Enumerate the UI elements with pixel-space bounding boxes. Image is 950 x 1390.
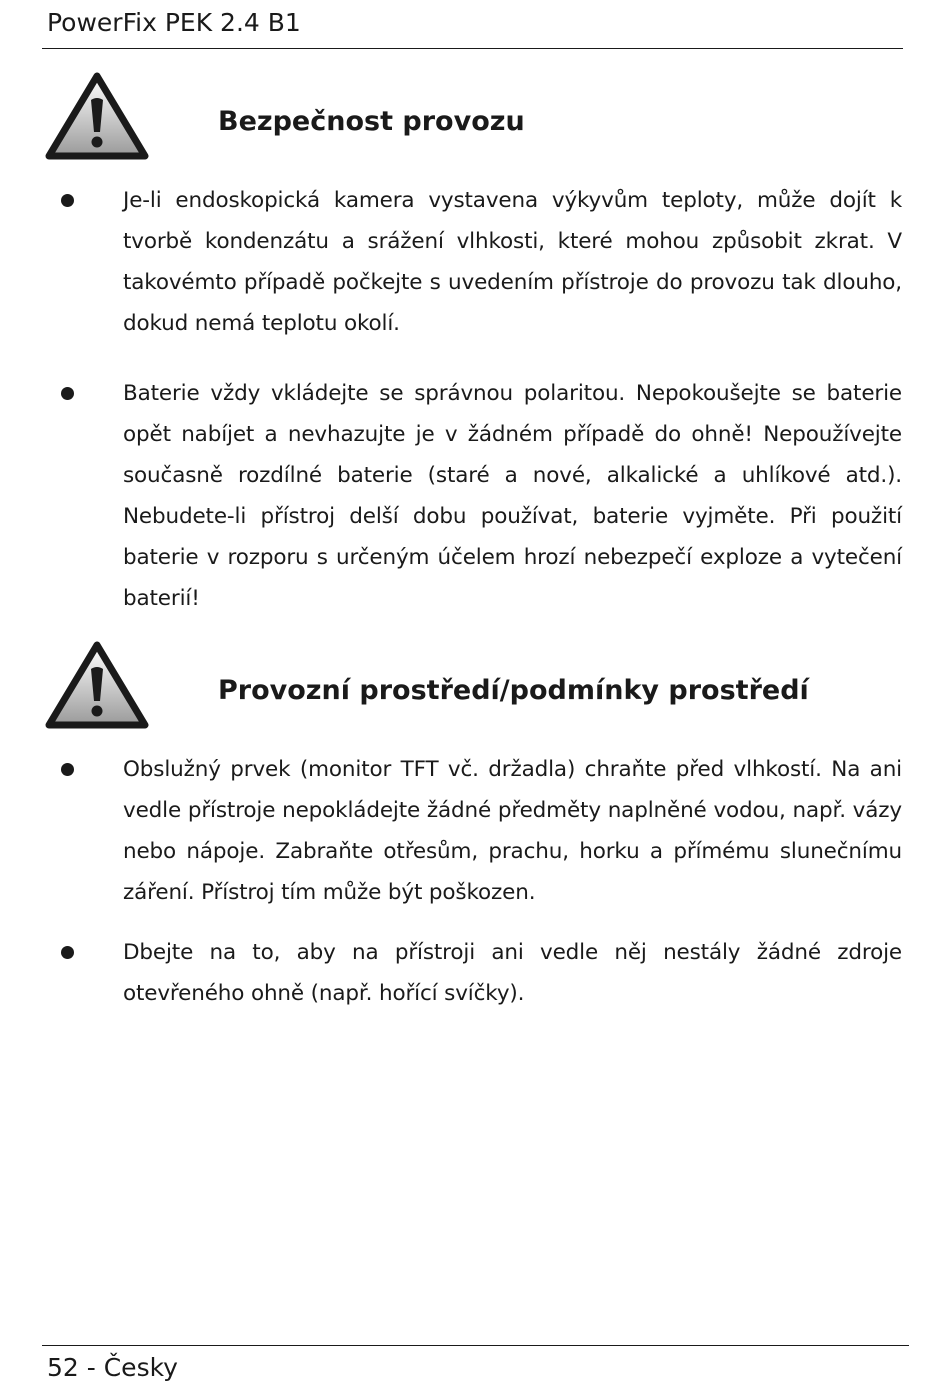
list-item [50,373,902,619]
warning-triangle-icon [45,641,149,729]
warning-triangle-icon [45,72,149,160]
page-number: 52 - Česky [47,1353,178,1382]
header-divider [42,48,903,49]
document-title: PowerFix PEK 2.4 B1 [47,8,301,37]
bullet-text: Je-li endoskopická kamera vystavena výkyvům teploty, může dojít k tvorbě kondenzátu a srážení vlhkosti, které mohou způsobit zkrat. V takovémto případě počkejte s uvedením přístroje do provozu tak dlouho, dokud nemá teplotu okolí. [123,188,902,336]
list-item [50,932,902,1014]
bullet-text: Obslužný prvek (monitor TFT vč. držadla) chraňte před vlhkostí. Na ani vedle přístroje nepokládejte žádné předměty naplněné vodou, např. vázy nebo nápoje. Zabraňte otřesům, prachu, horku a přímému slunečnímu záření. Přístroj tím může být poškozen. [123,757,902,905]
bullet-text: Baterie vždy vkládejte se správnou polaritou. Nepokoušejte se baterie opět nabíjet a nevhazujte je v žádném případě do ohně! Nepoužívejte současně rozdílné baterie (staré a nové, alkalické a uhlíkové atd.). Nebudete-li přístroj delší dobu používat, baterie vyjměte. Při použití baterie v rozporu s určeným účelem hrozí nebezpečí exploze a vytečení baterií! [123,381,902,611]
bullet-icon [61,387,74,400]
bullet-icon [61,763,74,776]
bullet-icon [61,946,74,959]
list-item [50,180,902,344]
bullet-icon [61,194,74,207]
footer-divider [42,1345,909,1346]
section-heading-operating-environment: Provozní prostředí/podmínky prostředí [218,675,809,706]
bullet-text: Dbejte na to, aby na přístroji ani vedle něj nestály žádné zdroje otevřeného ohně (např. hořící svíčky). [123,940,902,1006]
section-heading-operating-safety: Bezpečnost provozu [218,106,525,137]
list-item [50,749,902,913]
